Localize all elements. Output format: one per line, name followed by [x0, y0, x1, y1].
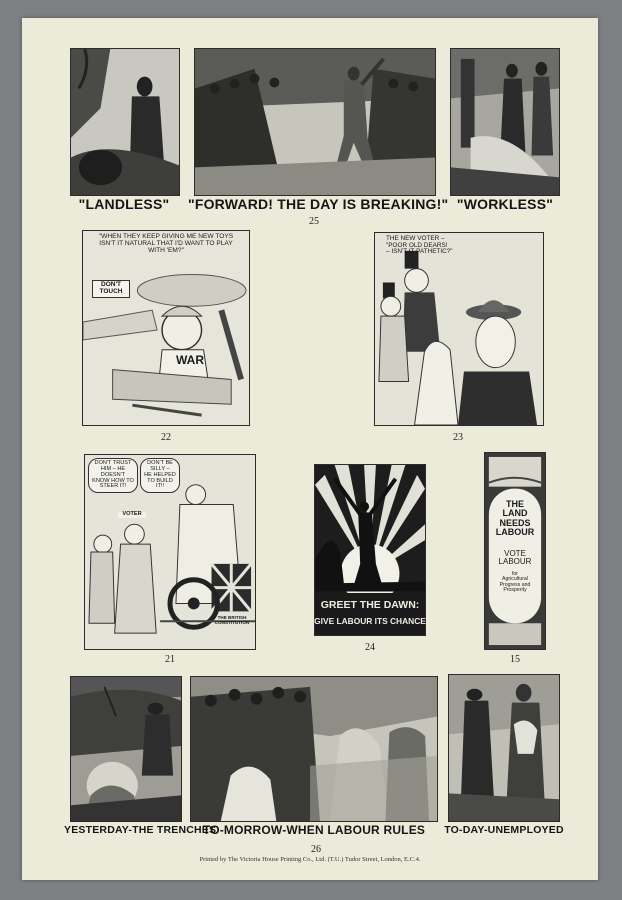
land-headline: THE LAND NEEDS LABOUR	[495, 499, 535, 538]
poster-trenches-caption: YESTERDAY-THE TRENCHES	[64, 824, 217, 836]
toys-war-label: WAR	[176, 353, 204, 367]
poster-dawn-number: 24	[365, 642, 375, 653]
printer-imprint: Printed by The Victoria House Printing Co., Ltd. (T.U.) Tudor Street, London, E.C.4.	[199, 856, 421, 863]
poster-land-number: 15	[510, 654, 520, 665]
poster-unemployed-caption: TO-DAY-UNEMPLOYED	[444, 824, 564, 836]
poster-workless-image	[450, 48, 560, 196]
poster-unemployed-image	[448, 674, 560, 822]
poster-tomorrow-caption: TO-MORROW-WHEN LABOUR RULES	[202, 823, 426, 837]
dawn-line-1: GREET THE DAWN:	[320, 599, 420, 611]
poster-toys-number: 22	[161, 432, 171, 443]
poster-landless-caption: "LANDLESS"	[78, 196, 170, 212]
poster-car-number: 21	[165, 654, 175, 665]
poster-toys-image	[82, 230, 250, 426]
poster-voter-image	[374, 232, 544, 426]
car-bubble-right: DON'T BE SILLY – HE HELPED TO BUILD IT!!	[140, 458, 180, 493]
poster-forward-image	[194, 48, 436, 196]
land-vote-labour: VOTE LABOUR	[498, 549, 532, 567]
row1-number: 25	[309, 216, 319, 227]
toys-dont-touch-sign: DON'T TOUCH	[92, 280, 130, 298]
poster-trenches-image	[70, 676, 182, 822]
poster-landless-image	[70, 48, 180, 196]
toys-speech-text: "WHEN THEY KEEP GIVING ME NEW TOYS ISN'T IT NATURAL THAT I'D WANT TO PLAY WITH 'EM?"	[98, 233, 234, 254]
poster-voter-number: 23	[453, 432, 463, 443]
poster-forward-caption: "FORWARD! THE DAY IS BREAKING!"	[188, 196, 449, 212]
row4-number: 26	[311, 844, 321, 855]
poster-sheet	[22, 18, 598, 880]
dawn-line-2: GIVE LABOUR ITS CHANCE	[314, 616, 426, 626]
voter-speech-text: THE NEW VOTER – "POOR OLD DEARS! – ISN'T IT PATHETIC?"	[386, 235, 453, 256]
land-small-text: for Agricultural Progress and Prosperity	[499, 571, 531, 594]
poster-tomorrow-image	[190, 676, 438, 822]
car-constitution-plate: THE BRITISH CONSTITUTION	[214, 615, 250, 625]
car-voter-cap-label: VOTER	[118, 512, 146, 518]
car-bubble-left: DON'T TRUST HIM – HE DOESN'T KNOW HOW TO STEER IT!	[88, 458, 138, 493]
poster-workless-caption: "WORKLESS"	[456, 196, 554, 212]
